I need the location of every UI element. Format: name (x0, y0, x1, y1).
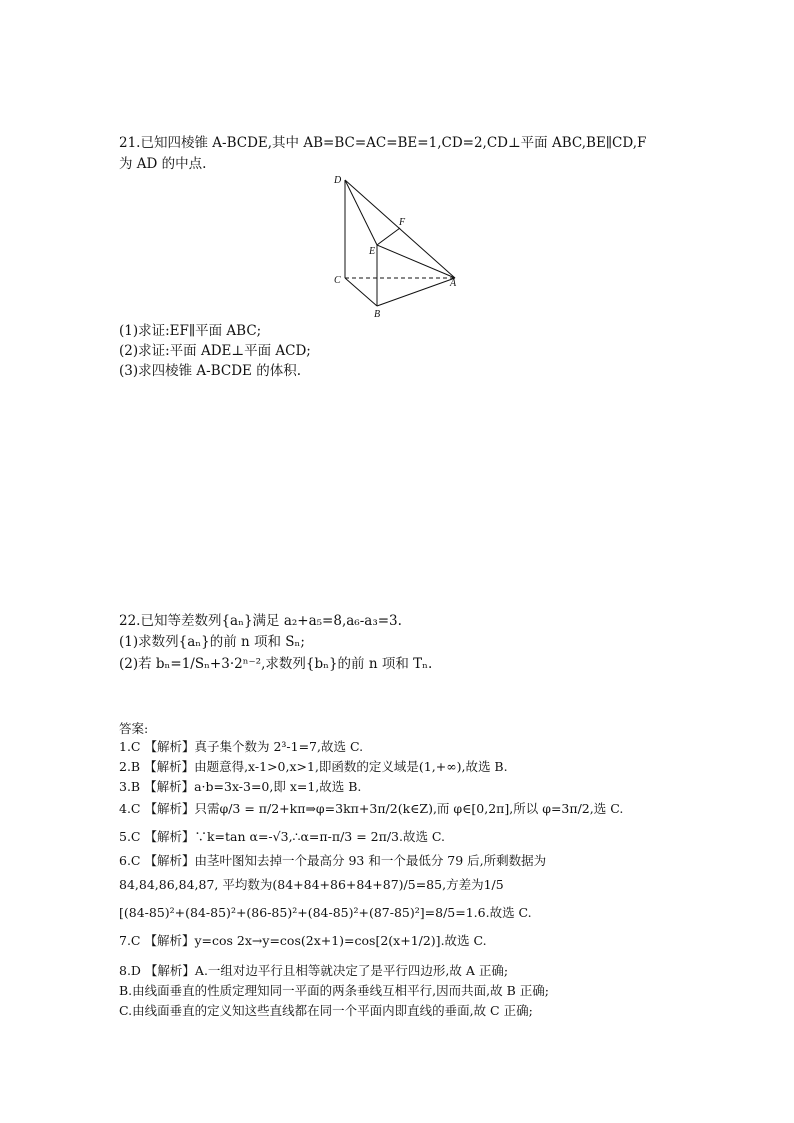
pyramid-figure (330, 170, 465, 320)
label-D: D (334, 175, 342, 186)
problem-22-statement: 22.已知等差数列{aₙ}满足 a₂+a₅=8,a₆-a₃=3. (119, 613, 402, 629)
problem-21-question-1: (1)求证:EF∥平面 ABC; (119, 323, 262, 339)
problem-21-question-3: (3)求四棱锥 A-BCDE 的体积. (119, 363, 301, 379)
answer-7: 7.C 【解析】y=cos 2x→y=cos(2x+1)=cos[2(x+1/2)].故选 C. (119, 933, 487, 948)
label-B: B (374, 309, 381, 320)
answer-8-line2: B.由线面垂直的性质定理知同一平面的两条垂线互相平行,因而共面,故 B 正确; (119, 983, 549, 998)
problem-22-question-1: (1)求数列{aₙ}的前 n 项和 Sₙ; (119, 634, 305, 650)
problem-21-question-2: (2)求证:平面 ADE⊥平面 ACD; (119, 343, 311, 359)
answers-heading: 答案: (119, 721, 149, 736)
answer-6-line3: [(84-85)²+(84-85)²+(86-85)²+(84-85)²+(87-85)²]=8/5=1.6.故选 C. (119, 905, 532, 920)
problem-21-statement-line1: 21.已知四棱锥 A-BCDE,其中 AB=BC=AC=BE=1,CD=2,CD⊥平面 ABC,BE∥CD,F (119, 135, 647, 151)
answer-8-line1: 8.D 【解析】A.一组对边平行且相等就决定了是平行四边形,故 A 正确; (119, 963, 509, 978)
problem-22-question-2: (2)若 bₙ=1/Sₙ+3·2ⁿ⁻²,求数列{bₙ}的前 n 项和 Tₙ. (119, 656, 433, 672)
label-F: F (399, 217, 406, 228)
answer-2: 2.B 【解析】由题意得,x-1>0,x>1,即函数的定义域是(1,+∞),故选 B. (119, 759, 508, 774)
answer-6-line1: 6.C 【解析】由茎叶图知去掉一个最高分 93 和一个最低分 79 后,所剩数据为 (119, 853, 547, 868)
label-E: E (369, 246, 376, 257)
label-A: A (450, 278, 457, 289)
answer-3: 3.B 【解析】a·b=3x-3=0,即 x=1,故选 B. (119, 779, 362, 794)
answer-8-line3: C.由线面垂直的定义知这些直线都在同一个平面内即直线的垂面,故 C 正确; (119, 1003, 533, 1018)
answer-4: 4.C 【解析】只需φ/3 = π/2+kπ⇒φ=3kπ+3π/2(k∈Z),而 φ∈[0,2π],所以 φ=3π/2,选 C. (119, 801, 624, 816)
label-C: C (334, 275, 341, 286)
answer-1: 1.C 【解析】真子集个数为 2³-1=7,故选 C. (119, 739, 364, 754)
answer-5: 5.C 【解析】∵k=tan α=-√3,∴α=π-π/3 = 2π/3.故选 C. (119, 829, 446, 844)
answer-6-line2: 84,84,86,84,87, 平均数为(84+84+86+84+87)/5=85,方差为1/5 (119, 877, 504, 892)
problem-21-statement-line2: 为 AD 的中点. (119, 156, 207, 172)
